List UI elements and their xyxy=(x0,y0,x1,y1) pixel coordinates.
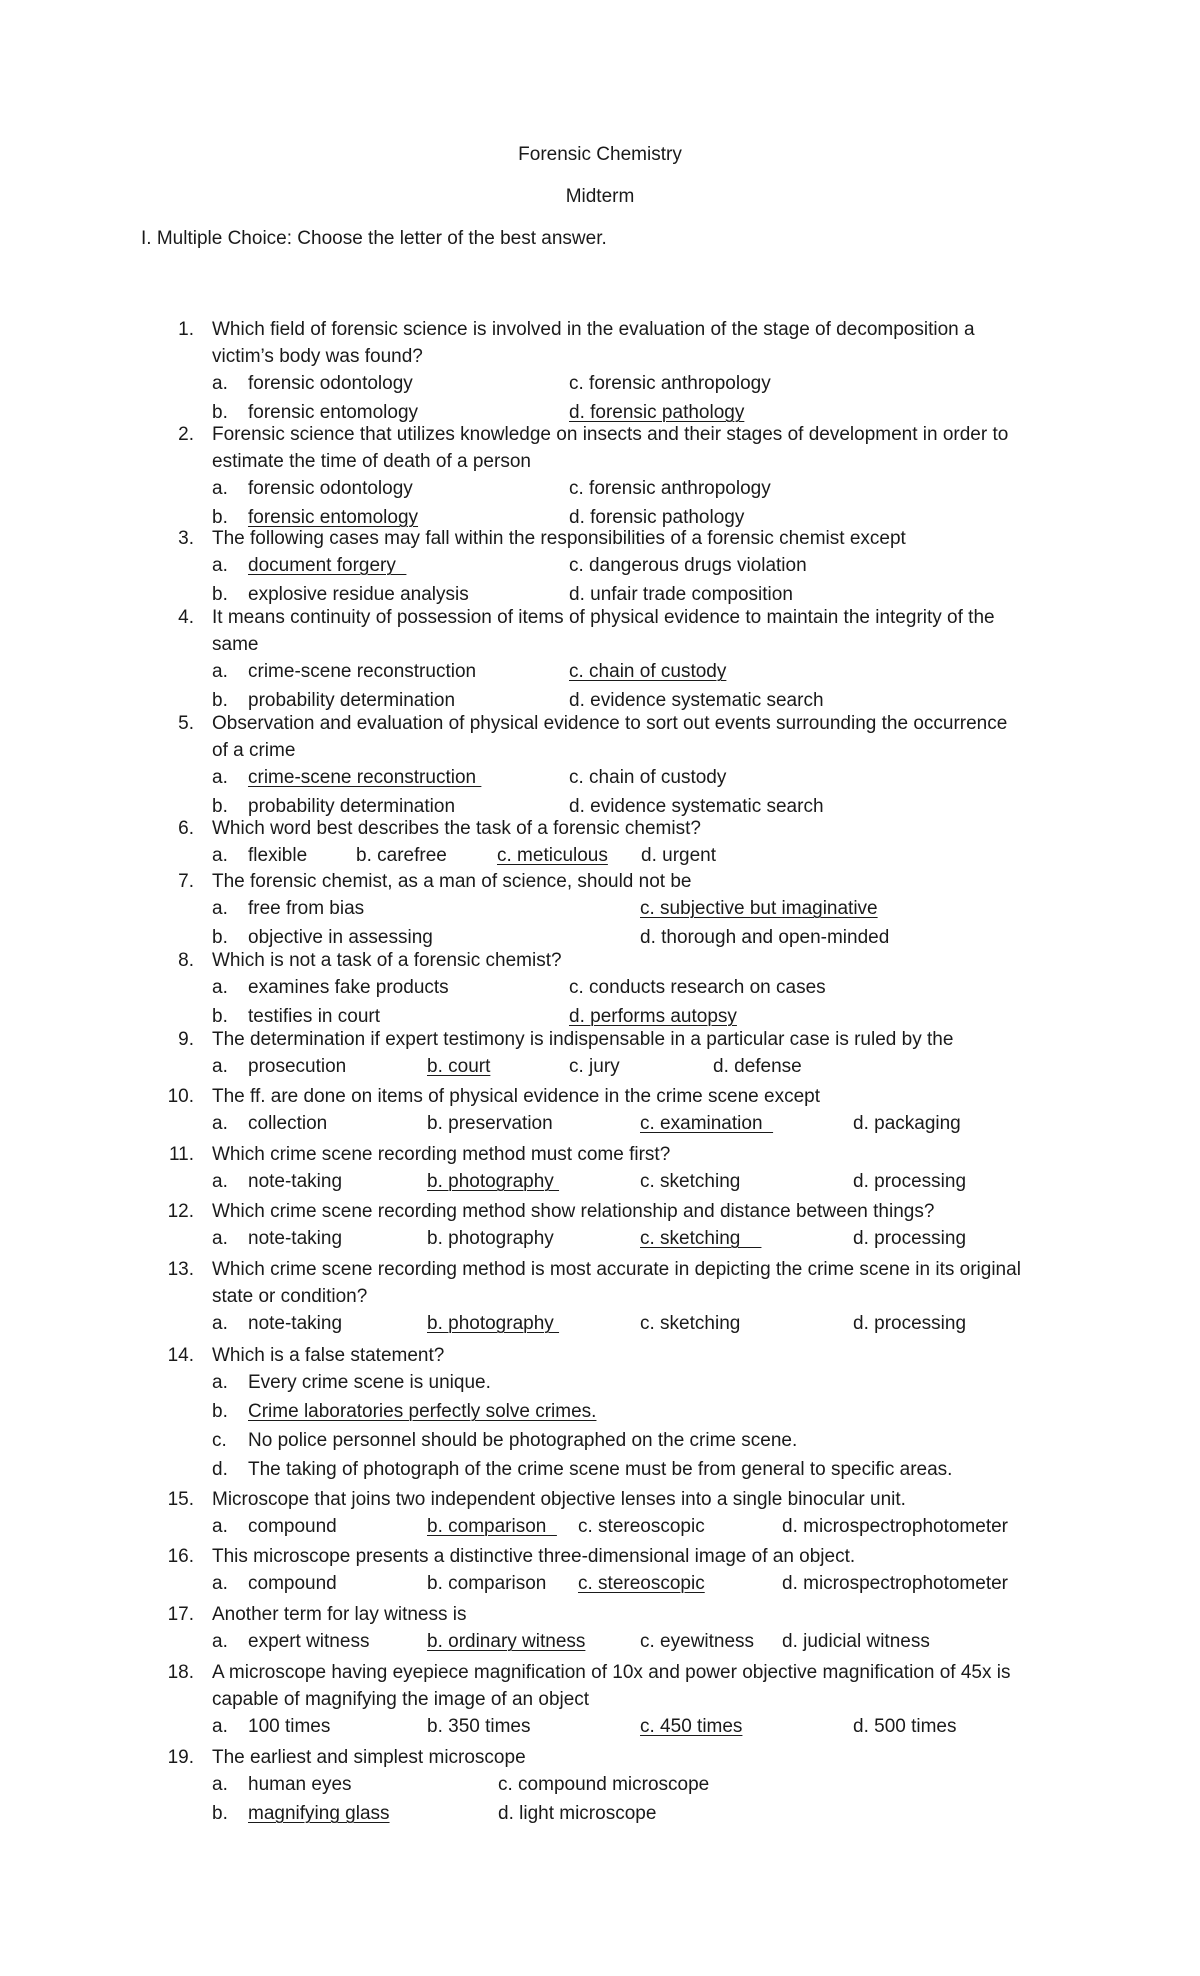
answer-option: prosecution xyxy=(248,1056,347,1077)
option-letter: a. xyxy=(212,1716,228,1737)
answer-option-underlined: c. meticulous xyxy=(497,845,608,866)
question-text: The ff. are done on items of physical evidence in the crime scene except xyxy=(212,1086,820,1107)
answer-option: probability determination xyxy=(248,796,456,817)
question-number: 12. xyxy=(167,1201,194,1222)
answer-option: c. eyewitness xyxy=(640,1631,755,1652)
option-letter: a. xyxy=(212,1631,228,1652)
answer-option: d. microspectrophotometer xyxy=(782,1516,1008,1537)
answer-option: d. microspectrophotometer xyxy=(782,1573,1008,1594)
question-number: 15. xyxy=(167,1489,194,1510)
document-title: Forensic Chemistry xyxy=(518,144,682,165)
question-text: The earliest and simplest microscope xyxy=(212,1747,526,1768)
question-text: Which is a false statement? xyxy=(212,1345,445,1366)
question-text: Which crime scene recording method show relationship and distance between things? xyxy=(212,1201,935,1222)
answer-option-underlined: document forgery xyxy=(248,555,407,576)
question-number: 17. xyxy=(167,1604,194,1625)
question-text: Forensic science that utilizes knowledge on insects and their stages of development in order to xyxy=(212,424,1009,445)
answer-option: crime-scene reconstruction xyxy=(248,661,477,682)
answer-option: examines fake products xyxy=(248,977,449,998)
answer-option-underlined: forensic entomology xyxy=(248,507,419,528)
answer-option: compound xyxy=(248,1516,337,1537)
question-text: Microscope that joins two independent objective lenses into a single binocular unit. xyxy=(212,1489,906,1510)
option-letter: a. xyxy=(212,1171,228,1192)
answer-option: c. sketching xyxy=(640,1171,741,1192)
answer-option: c. dangerous drugs violation xyxy=(569,555,807,576)
question-number: 10. xyxy=(167,1086,194,1107)
answer-option: c. forensic anthropology xyxy=(569,478,771,499)
answer-option: d. light microscope xyxy=(498,1803,657,1824)
option-letter: a. xyxy=(212,845,228,866)
question-text: of a crime xyxy=(212,740,296,761)
answer-option-underlined: c. chain of custody xyxy=(569,661,727,682)
question-text: same xyxy=(212,634,259,655)
answer-option: d. unfair trade composition xyxy=(569,584,793,605)
answer-option: flexible xyxy=(248,845,308,866)
option-letter: b. xyxy=(212,584,228,605)
question-text: capable of magnifying the image of an object xyxy=(212,1689,590,1710)
answer-option: c. jury xyxy=(569,1056,620,1077)
option-letter: b. xyxy=(212,402,228,423)
answer-option: b. 350 times xyxy=(427,1716,531,1737)
answer-option-underlined: b. court xyxy=(427,1056,491,1077)
question-number: 4. xyxy=(178,607,194,628)
option-letter: b. xyxy=(212,1006,228,1027)
answer-option-underlined: b. photography xyxy=(427,1171,560,1192)
question-number: 19. xyxy=(167,1747,194,1768)
option-letter: b. xyxy=(212,796,228,817)
question-number: 6. xyxy=(178,818,194,839)
answer-option: c. forensic anthropology xyxy=(569,373,771,394)
answer-option: expert witness xyxy=(248,1631,370,1652)
question-number: 9. xyxy=(178,1029,194,1050)
question-number: 2. xyxy=(178,424,194,445)
question-text: Another term for lay witness is xyxy=(212,1604,467,1625)
answer-option: b. photography xyxy=(427,1228,554,1249)
answer-option: explosive residue analysis xyxy=(248,584,469,605)
answer-option-underlined: crime-scene reconstruction xyxy=(248,767,482,788)
answer-option-underlined: d. performs autopsy xyxy=(569,1006,737,1027)
option-letter: a. xyxy=(212,1372,228,1393)
answer-option: d. forensic pathology xyxy=(569,507,745,528)
answer-option: b. preservation xyxy=(427,1113,553,1134)
answer-option: c. chain of custody xyxy=(569,767,727,788)
answer-option: d. evidence systematic search xyxy=(569,690,824,711)
answer-option: forensic entomology xyxy=(248,402,419,423)
option-letter: a. xyxy=(212,1056,228,1077)
answer-option-underlined: b. comparison xyxy=(427,1516,557,1537)
option-letter: a. xyxy=(212,1774,228,1795)
option-letter: b. xyxy=(212,927,228,948)
answer-option: d. packaging xyxy=(853,1113,961,1134)
answer-option: d. processing xyxy=(853,1171,967,1192)
option-letter: a. xyxy=(212,1573,228,1594)
answer-option: d. urgent xyxy=(641,845,716,866)
option-letter: b. xyxy=(212,690,228,711)
question-text: Observation and evaluation of physical evidence to sort out events surrounding the occurrence xyxy=(212,713,1008,734)
answer-option: d. processing xyxy=(853,1313,967,1334)
section-instructions: I. Multiple Choice: Choose the letter of the best answer. xyxy=(141,228,607,249)
answer-option: c. conducts research on cases xyxy=(569,977,826,998)
answer-option: d. processing xyxy=(853,1228,967,1249)
answer-option-underlined: magnifying glass xyxy=(248,1803,390,1824)
question-text: A microscope having eyepiece magnification of 10x and power objective magnification of 45x is xyxy=(212,1662,1011,1683)
question-number: 11. xyxy=(168,1144,194,1165)
answer-option-underlined: c. stereoscopic xyxy=(578,1573,705,1594)
option-letter: a. xyxy=(212,898,228,919)
answer-option-underlined: Crime laboratories perfectly solve crimes. xyxy=(248,1401,597,1422)
answer-option: 100 times xyxy=(248,1716,331,1737)
question-number: 5. xyxy=(178,713,194,734)
option-letter: a. xyxy=(212,1313,228,1334)
question-text: Which crime scene recording method must come first? xyxy=(212,1144,671,1165)
answer-option: note-taking xyxy=(248,1313,343,1334)
question-text: The following cases may fall within the responsibilities of a forensic chemist except xyxy=(212,528,906,549)
answer-option: objective in assessing xyxy=(248,927,433,948)
question-text: It means continuity of possession of items of physical evidence to maintain the integrity of the xyxy=(212,607,995,628)
question-text: estimate the time of death of a person xyxy=(212,451,531,472)
answer-option: b. comparison xyxy=(427,1573,547,1594)
option-letter: a. xyxy=(212,767,228,788)
answer-option: c. stereoscopic xyxy=(578,1516,705,1537)
answer-option: Every crime scene is unique. xyxy=(248,1372,491,1393)
answer-option: d. evidence systematic search xyxy=(569,796,824,817)
answer-option: probability determination xyxy=(248,690,456,711)
question-number: 18. xyxy=(167,1662,194,1683)
option-letter: a. xyxy=(212,1516,228,1537)
answer-option: compound xyxy=(248,1573,337,1594)
question-text: state or condition? xyxy=(212,1286,368,1307)
document-subtitle: Midterm xyxy=(565,186,635,207)
question-text: The forensic chemist, as a man of science, should not be xyxy=(212,871,692,892)
answer-option-underlined: c. examination xyxy=(640,1113,774,1134)
question-text: victim’s body was found? xyxy=(212,346,423,367)
answer-option: d. judicial witness xyxy=(782,1631,930,1652)
answer-option: d. defense xyxy=(713,1056,802,1077)
answer-option-underlined: d. forensic pathology xyxy=(569,402,745,423)
answer-option: collection xyxy=(248,1113,328,1134)
option-letter: b. xyxy=(212,1401,228,1422)
option-letter: b. xyxy=(212,507,228,528)
option-letter: a. xyxy=(212,977,228,998)
answer-option: b. carefree xyxy=(356,845,447,866)
answer-option: forensic odontology xyxy=(248,478,413,499)
question-text: This microscope presents a distinctive three-dimensional image of an object. xyxy=(212,1546,856,1567)
question-number: 3. xyxy=(178,528,194,549)
question-number: 1. xyxy=(178,319,194,340)
question-number: 14. xyxy=(167,1345,194,1366)
answer-option: c. sketching xyxy=(640,1313,741,1334)
answer-option-underlined: c. sketching xyxy=(640,1228,762,1249)
option-letter: d. xyxy=(212,1459,228,1480)
answer-option: free from bias xyxy=(248,898,365,919)
answer-option: d. 500 times xyxy=(853,1716,957,1737)
answer-option-underlined: b. photography xyxy=(427,1313,560,1334)
answer-option-underlined: c. subjective but imaginative xyxy=(640,898,878,919)
question-text: The determination if expert testimony is indispensable in a particular case is ruled by the xyxy=(212,1029,954,1050)
answer-option: note-taking xyxy=(248,1171,343,1192)
answer-option: c. compound microscope xyxy=(498,1774,710,1795)
option-letter: a. xyxy=(212,555,228,576)
option-letter: a. xyxy=(212,1113,228,1134)
option-letter: a. xyxy=(212,373,228,394)
answer-option: No police personnel should be photographed on the crime scene. xyxy=(248,1430,798,1451)
answer-option: The taking of photograph of the crime scene must be from general to specific areas. xyxy=(248,1459,953,1480)
option-letter: c. xyxy=(212,1430,227,1451)
question-number: 16. xyxy=(167,1546,194,1567)
option-letter: a. xyxy=(212,478,228,499)
question-text: Which word best describes the task of a forensic chemist? xyxy=(212,818,701,839)
option-letter: b. xyxy=(212,1803,228,1824)
question-number: 13. xyxy=(167,1259,194,1280)
answer-option: d. thorough and open-minded xyxy=(640,927,890,948)
answer-option: note-taking xyxy=(248,1228,343,1249)
answer-option-underlined: c. 450 times xyxy=(640,1716,743,1737)
option-letter: a. xyxy=(212,661,228,682)
answer-option: human eyes xyxy=(248,1774,352,1795)
answer-option-underlined: b. ordinary witness xyxy=(427,1631,586,1652)
answer-option: testifies in court xyxy=(248,1006,380,1027)
answer-option: forensic odontology xyxy=(248,373,413,394)
question-text: Which field of forensic science is involved in the evaluation of the stage of decomposition a xyxy=(212,319,975,340)
question-number: 7. xyxy=(178,871,194,892)
question-text: Which crime scene recording method is most accurate in depicting the crime scene in its original xyxy=(212,1259,1021,1280)
option-letter: a. xyxy=(212,1228,228,1249)
question-text: Which is not a task of a forensic chemist? xyxy=(212,950,562,971)
question-number: 8. xyxy=(178,950,194,971)
